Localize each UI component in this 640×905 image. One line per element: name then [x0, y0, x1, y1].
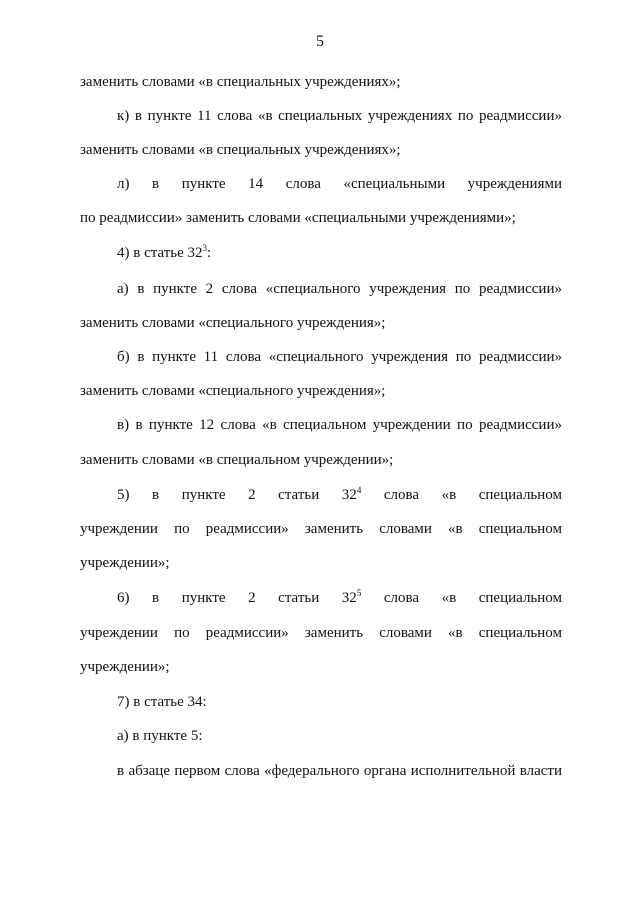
text-fragment: слова «в специальном — [361, 487, 562, 503]
superscript: 3 — [202, 243, 208, 253]
superscript: 4 — [356, 485, 362, 495]
page-number: 5 — [316, 33, 324, 50]
text-line: заменить словами «специального учреждения»; — [80, 315, 386, 331]
text-line: л) в пункте 14 слова «специальными учреждениями — [117, 176, 562, 192]
text-line — [117, 486, 562, 504]
text-line: учреждении по реадмиссии» заменить словами «в специальном — [80, 625, 562, 641]
text-fragment: 4) в статье 32 — [117, 245, 203, 261]
text-line: учреждении»; — [80, 555, 170, 571]
text-line: в) в пункте 12 слова «в специальном учреждении по реадмиссии» — [117, 417, 562, 433]
text-line: учреждении»; — [80, 659, 170, 675]
text-line: а) в пункте 5: — [117, 728, 203, 744]
text-line: в абзаце первом слова «федерального органа исполнительной власти — [117, 763, 562, 779]
text-line: учреждении по реадмиссии» заменить словами «в специальном — [80, 521, 562, 537]
text-line: заменить словами «в специальном учреждении»; — [80, 452, 394, 468]
text-fragment: 6) в пункте 2 статьи 32 — [117, 590, 357, 606]
text-line: заменить словами «в специальных учреждениях»; — [80, 74, 401, 90]
text-line: б) в пункте 11 слова «специального учреждения по реадмиссии» — [117, 349, 562, 365]
text-line — [117, 589, 562, 607]
text-fragment: 5) в пункте 2 статьи 32 — [117, 487, 357, 503]
text-line: к) в пункте 11 слова «в специальных учреждениях по реадмиссии» — [117, 108, 562, 124]
text-line: а) в пункте 2 слова «специального учреждения по реадмиссии» — [117, 281, 562, 297]
text-line: по реадмиссии» заменить словами «специальными учреждениями»; — [80, 210, 516, 226]
text-line: заменить словами «специального учреждения»; — [80, 383, 386, 399]
superscript: 5 — [356, 588, 362, 598]
text-fragment: слова «в специальном — [361, 590, 562, 606]
text-line: 7) в статье 34: — [117, 694, 207, 710]
text-line — [117, 244, 562, 262]
text-fragment: : — [207, 245, 212, 261]
text-line: заменить словами «в специальных учреждениях»; — [80, 142, 401, 158]
